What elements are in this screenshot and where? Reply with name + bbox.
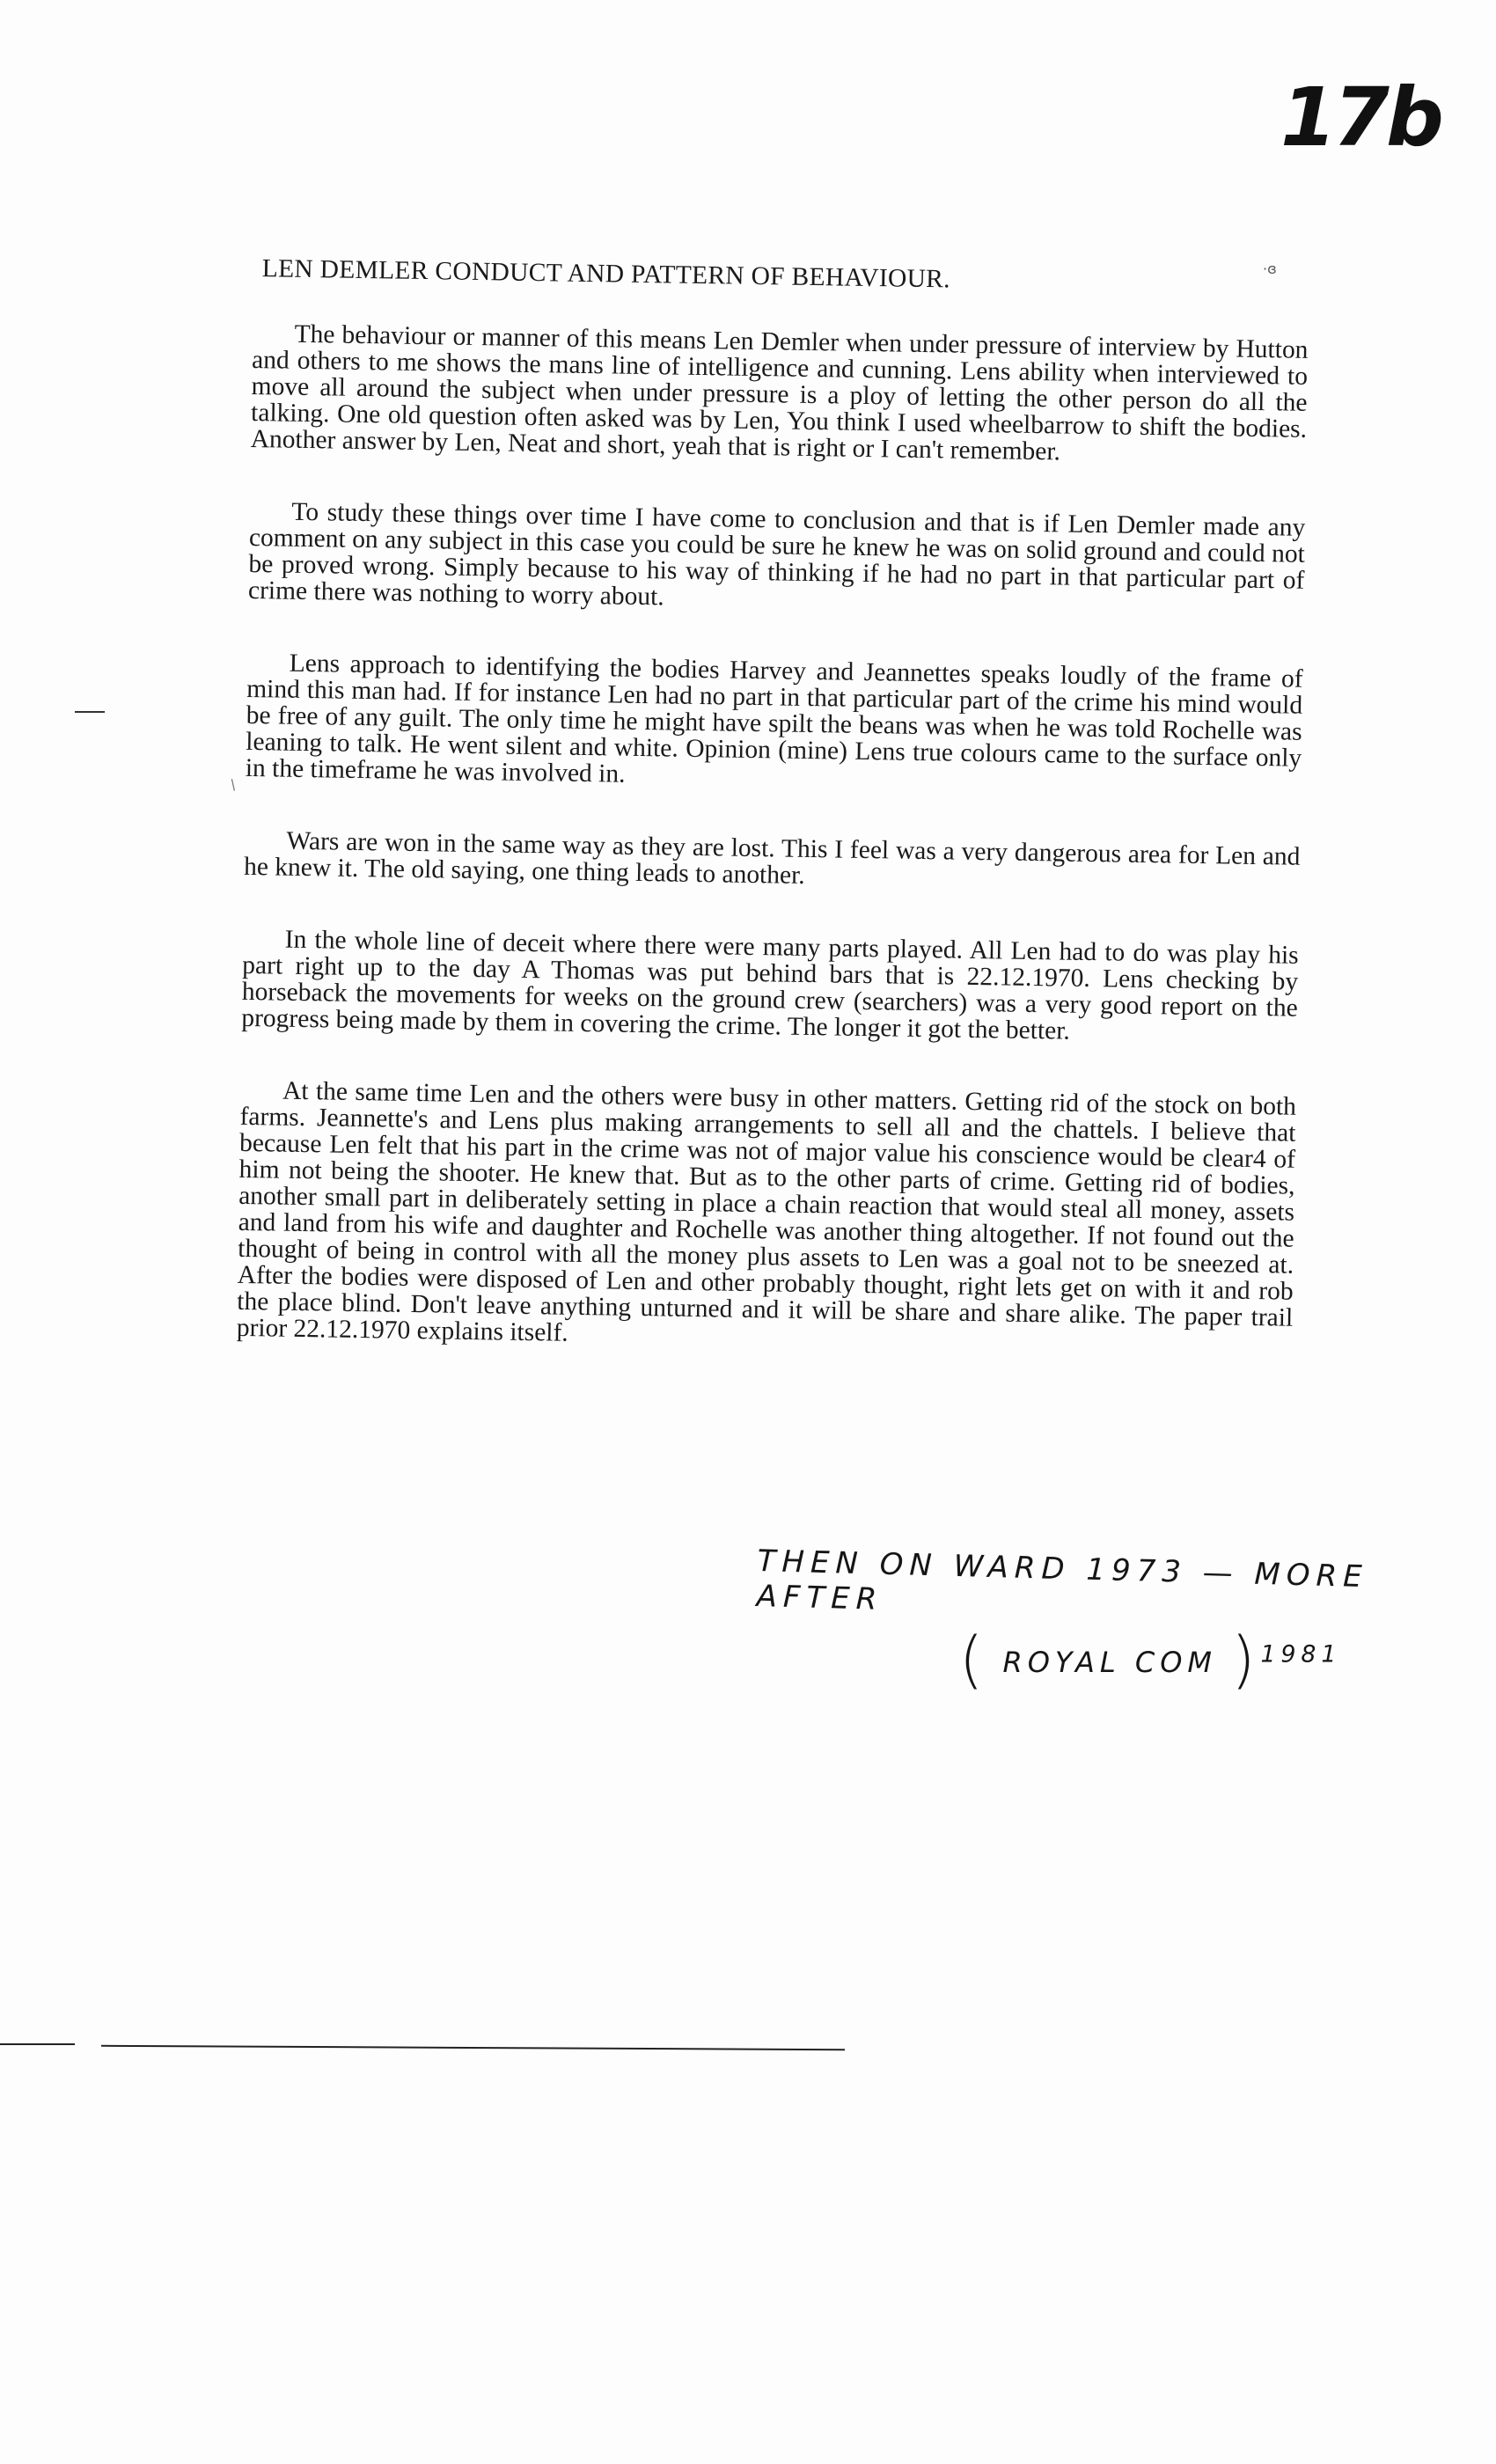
paragraph-4: Wars are won in the same way as they are lost. This I feel was a very dangerous area for Len and he knew it. The old saying, one thing leads to another. bbox=[243, 826, 1301, 890]
handwritten-note-line-2 bbox=[959, 1624, 1341, 1696]
close-paren: ) bbox=[1231, 1624, 1261, 1696]
stray-mark: ·ɞ bbox=[1263, 260, 1277, 277]
paragraph-3: Lens approach to identifying the bodies Harvey and Jeannettes speaks loudly of the frame of mind this man had. If for instance Len had no part in that particular part of the crime his mind would be free of any guilt. The only time he might have spilt the beans was when he was told Rochelle was leaning to talk. He went silent and white. Opinion (mine) Lens true colours came to the surface only in the timeframe he was involved in. bbox=[245, 649, 1303, 788]
bottom-rule-short bbox=[0, 2043, 75, 2045]
margin-dash-mark bbox=[75, 711, 105, 713]
margin-tick-mark: / bbox=[226, 775, 239, 794]
handwritten-note-text: ROYAL COM bbox=[1002, 1646, 1217, 1679]
handwritten-year: 1981 bbox=[1260, 1640, 1342, 1668]
paragraph-2: To study these things over time I have come to conclusion and that is if Len Demler made any comment on any subject in this case you could be sure he knew he was on solid ground and could not be proved wrong. Simply because to his way of thinking if he had no part in that particular part of crime there was nothing to worry about. bbox=[247, 497, 1306, 612]
paragraph-6: At the same time Len and the others were busy in other matters. Getting rid of the stock on both farms. Jeannette's and Lens plus making arrangements to sell all and the chattels. I believe that because Len felt that his part in the crime was not of major value his conscience would be clear4 of him not being the shooter. He knew that. But as to the other parts of crime. Getting rid of bodies, another small part in deliberately setting in place a chain reaction that would steal all money, assets and land from his wife and daughter and Rochelle was another thing altogether. If not found out the thought of being in control with all the money plus assets to Len was a goal not to be sneezed at. After the bodies were disposed of Len and other probably thought, right lets get on with it and rob the place blind. Don't leave anything unturned and it will be share and share alike. The paper trail prior 22.12.1970 explains itself. bbox=[236, 1076, 1297, 1347]
bottom-rule-long bbox=[101, 2045, 845, 2050]
document-body bbox=[236, 255, 1309, 1404]
paragraph-1: The behaviour or manner of this means Len Demler when under pressure of interview by Hutton and others to me shows the mans line of intelligence and cunning. Lens ability when interviewed to move all around the subject when under pressure is a ploy of letting the other person do all the talking. One old question often asked was by Len, You think I used wheelbarrow to shift the bodies. Another answer by Len, Neat and short, yeah that is right or I can't remember. bbox=[250, 319, 1309, 466]
handwritten-note-line-1: THEN ON WARD 1973 — MORE AFTER bbox=[756, 1544, 1369, 1617]
paragraph-5: In the whole line of deceit where there were many parts played. All Len had to do was play his part right up to the day A Thomas was put behind bars that is 22.12.1970. Lens checking by horseback the movements for weeks on the ground crew (searchers) was a very good report on the progress being made by them in covering the crime. The longer it got the better. bbox=[241, 925, 1299, 1045]
page-number: 17b bbox=[1280, 70, 1441, 165]
document-title: LEN DEMLER CONDUCT AND PATTERN OF BEHAVIOUR. bbox=[261, 254, 951, 294]
open-paren: ( bbox=[959, 1624, 989, 1696]
